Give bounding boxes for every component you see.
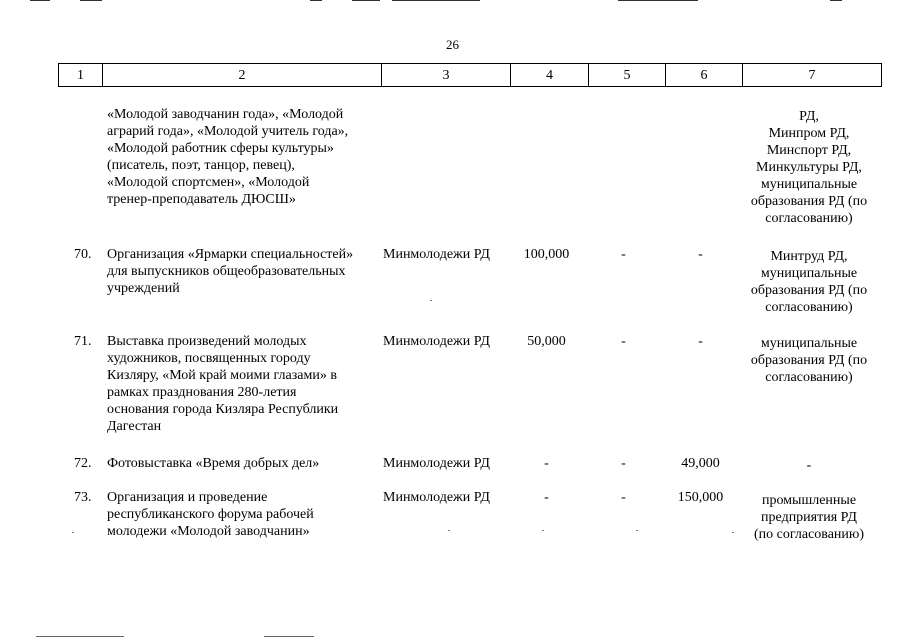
executor: Минмолодежи РД: [383, 334, 490, 349]
column-header: 2: [103, 64, 382, 87]
executor: Минмолодежи РД: [383, 490, 490, 505]
text-line: для выпускников общеобразовательных: [107, 264, 346, 279]
amount-col6: 150,000: [677, 490, 724, 505]
text-line: промышленные: [761, 493, 857, 508]
text-line: РД,: [799, 109, 819, 124]
text-line: молодежи «Молодой заводчанин»: [107, 524, 310, 539]
column-header: 1: [59, 64, 103, 87]
scan-speck: [430, 300, 432, 301]
amount-col4: -: [544, 490, 549, 505]
scan-mark: [36, 636, 124, 637]
text-line: художников, посвященных городу: [107, 351, 311, 366]
co-executors: [740, 457, 878, 474]
amount-col5: -: [621, 456, 626, 471]
amount-col6: 49,000: [681, 456, 720, 471]
text-line: «Молодой спортсмен», «Молодой: [107, 175, 310, 190]
scan-mark: [264, 636, 314, 637]
co-executors: [740, 248, 878, 316]
scan-speck: [448, 530, 450, 531]
text-line: согласованию): [765, 211, 853, 226]
column-header: 6: [666, 64, 743, 87]
text-line: муниципальные: [760, 177, 858, 192]
scan-mark: [310, 0, 322, 1]
amount-col4: -: [544, 456, 549, 471]
column-header: 7: [743, 64, 882, 87]
text-line: «Молодой заводчанин года», «Молодой: [107, 107, 344, 122]
co-executors: [740, 108, 878, 227]
text-line: согласованию): [765, 370, 853, 385]
amount-col6: -: [698, 334, 703, 349]
activity-title: [107, 106, 379, 208]
text-line: муниципальные: [760, 266, 858, 281]
executor: Минмолодежи РД: [383, 456, 490, 471]
text-line: Минспорт РД,: [766, 143, 852, 158]
column-header: 5: [589, 64, 666, 87]
text-line: Дагестан: [107, 419, 162, 434]
text-line: Минтруд РД,: [770, 249, 848, 264]
amount-col5: -: [621, 490, 626, 505]
co-executors: [740, 492, 878, 543]
row-number: 73.: [74, 490, 92, 505]
text-line: Организация «Ярмарки специальностей»: [107, 247, 354, 262]
text-line: Выставка произведений молодых: [107, 334, 307, 349]
row-number: 70.: [74, 247, 92, 262]
scan-mark: [618, 0, 698, 1]
amount-col5: -: [621, 334, 626, 349]
activity-title: [107, 455, 379, 472]
column-header: 3: [382, 64, 511, 87]
text-line: образования РД (по: [750, 283, 868, 298]
amount-col5: -: [621, 247, 626, 262]
column-header: 4: [511, 64, 589, 87]
amount-col4: 50,000: [527, 334, 566, 349]
scan-mark: [30, 0, 50, 1]
activity-title: [107, 489, 379, 540]
row-number: 72.: [74, 456, 92, 471]
activity-title: [107, 246, 379, 297]
text-line: Фотовыставка «Время добрых дел»: [107, 456, 320, 471]
text-line: республиканского форума рабочей: [107, 507, 314, 522]
column-header-row: [59, 64, 882, 87]
text-line: Кизляру, «Мой край моими глазами» в: [107, 368, 337, 383]
scan-mark: [352, 0, 380, 1]
scan-speck: [542, 530, 544, 531]
text-line: рамках празднования 280-летия: [107, 385, 297, 400]
scan-speck: [72, 532, 74, 533]
column-header-table: [58, 63, 882, 87]
co-executors: [740, 335, 878, 386]
amount-col4: 100,000: [523, 247, 570, 262]
text-line: аграрий года», «Молодой учитель года»,: [107, 124, 349, 139]
text-line: тренер-преподаватель ДЮСШ»: [107, 192, 296, 207]
text-line: учреждений: [107, 281, 180, 296]
text-line: предприятия РД: [761, 510, 857, 525]
text-line: образования РД (по: [750, 194, 868, 209]
text-line: основания города Кизляра Республики: [107, 402, 339, 417]
executor: Минмолодежи РД: [383, 247, 490, 262]
scan-speck: [636, 530, 638, 531]
text-line: Минпром РД,: [768, 126, 850, 141]
scan-mark: [830, 0, 842, 1]
text-line: образования РД (по: [750, 353, 868, 368]
text-line: «Молодой работник сферы культуры»: [107, 141, 334, 156]
text-line: Минкультуры РД,: [756, 160, 862, 175]
scan-mark: [80, 0, 102, 1]
text-line: -: [806, 458, 812, 473]
amount-col6: -: [698, 247, 703, 262]
text-line: (по согласованию): [753, 527, 865, 542]
row-number: 71.: [74, 334, 92, 349]
text-line: Организация и проведение: [107, 490, 268, 505]
activity-title: [107, 333, 379, 435]
text-line: согласованию): [765, 300, 853, 315]
scan-mark: [392, 0, 480, 1]
page-number: 26: [446, 37, 459, 52]
text-line: (писатель, поэт, танцор, певец),: [107, 158, 295, 173]
text-line: муниципальные: [760, 336, 858, 351]
scan-speck: [732, 532, 734, 533]
